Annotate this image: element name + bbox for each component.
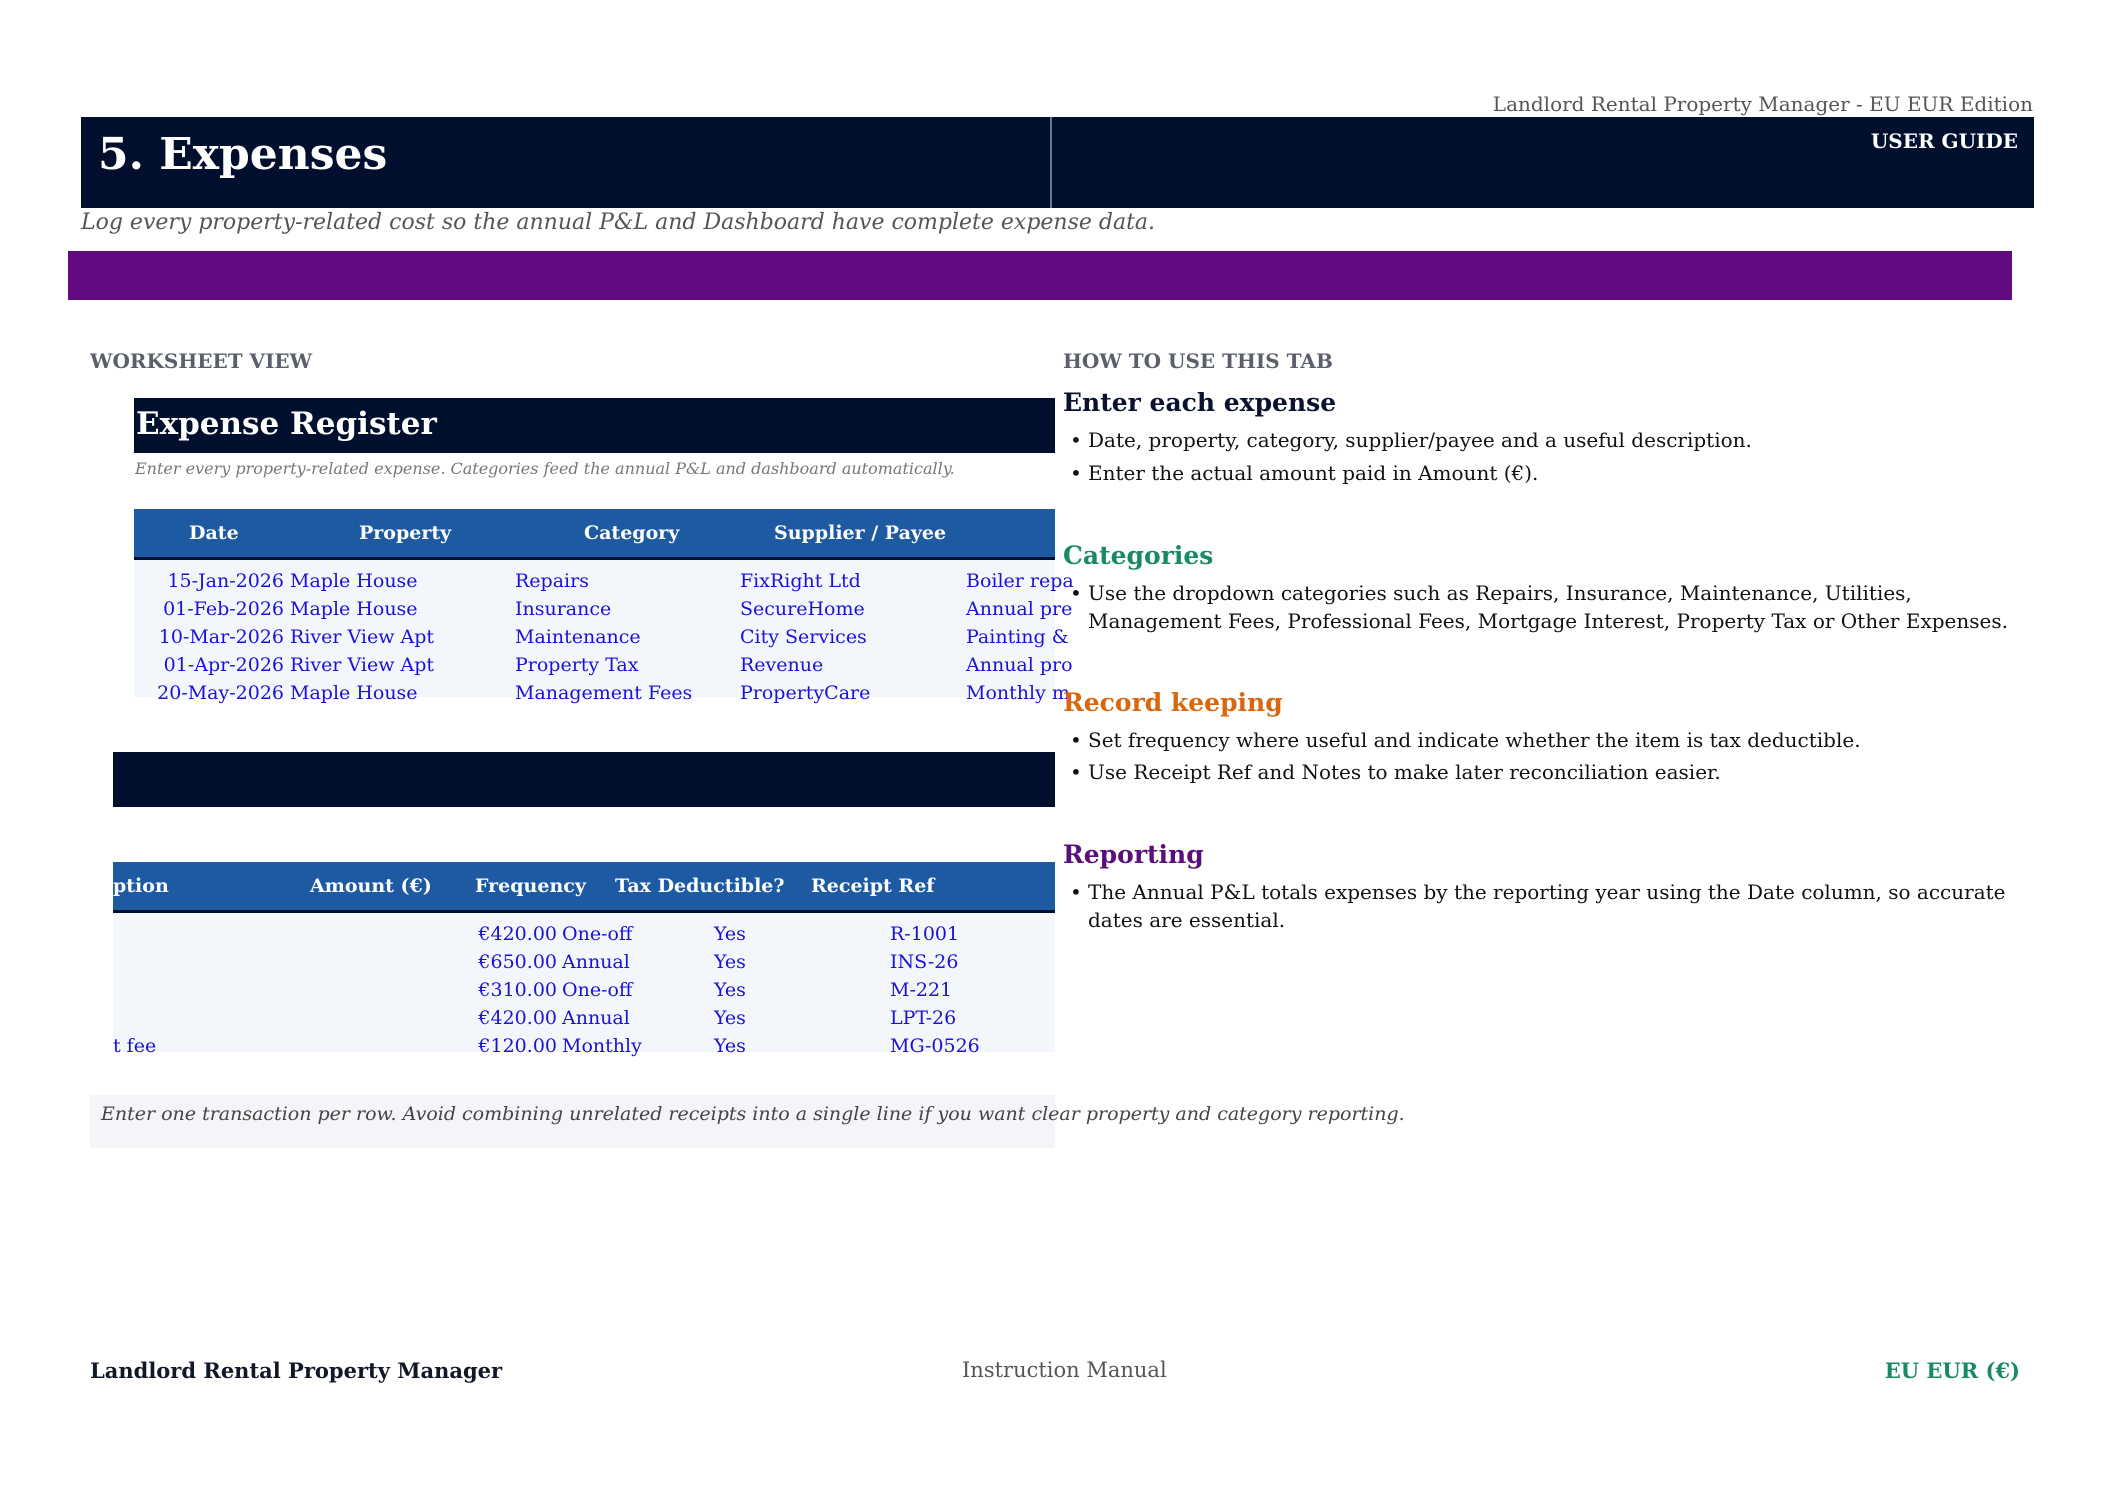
expense-register-header: [134, 398, 1055, 453]
table-cell[interactable]: Monthly m: [966, 682, 1070, 704]
help-bullet: [1070, 426, 2010, 454]
help-heading-enter-expense: Enter each expense: [1063, 388, 1337, 417]
column-header: Supplier / Payee: [774, 522, 947, 544]
table-cell[interactable]: M-221: [890, 979, 953, 1001]
expense-table-part-2: [113, 862, 1055, 1057]
table-body: [113, 913, 1055, 1057]
table-header-row: [113, 862, 1055, 913]
how-to-use-label: HOW TO USE THIS TAB: [1063, 349, 1333, 373]
table-cell[interactable]: €310.00: [478, 979, 557, 1001]
table-cell[interactable]: 20-May-2026: [157, 682, 284, 704]
table-cell[interactable]: €120.00: [478, 1035, 557, 1057]
table-cell[interactable]: Maple House: [290, 570, 418, 592]
table-cell[interactable]: 01-Apr-2026: [163, 654, 284, 676]
table-cell[interactable]: Management Fees: [515, 682, 693, 704]
bullet-icon: •: [1070, 428, 1082, 452]
column-header: Property: [359, 522, 452, 544]
page-title: 5. Expenses: [98, 129, 388, 180]
help-bullet-text: The Annual P&L totals expenses by the reporting year using the Date column, so accurate dates are essential.: [1088, 880, 2006, 932]
expense-register-note: Enter every property-related expense. Categories feed the annual P&L and dashboard automatically.: [135, 459, 955, 478]
table-cell[interactable]: City Services: [740, 626, 867, 648]
table-cell[interactable]: Annual: [562, 1007, 630, 1029]
table-cell[interactable]: R-1001: [890, 923, 960, 945]
table-cell[interactable]: Maple House: [290, 598, 418, 620]
table-header-row: [134, 509, 1055, 560]
table-cell[interactable]: Revenue: [740, 654, 824, 676]
help-bullet-text: Set frequency where useful and indicate whether the item is tax deductible.: [1088, 728, 1861, 752]
table-cell[interactable]: Boiler repa: [966, 570, 1074, 592]
help-bullet: [1070, 459, 2010, 487]
footer-currency: EU EUR (€): [1884, 1358, 2020, 1383]
banner-divider: [1050, 117, 1052, 208]
table-cell[interactable]: 01-Feb-2026: [163, 598, 284, 620]
column-header: Amount (€): [310, 875, 432, 897]
help-bullet: [1070, 726, 2010, 754]
table-cell[interactable]: SecureHome: [740, 598, 865, 620]
accent-bar: [68, 251, 2012, 300]
help-bullet-text: Use the dropdown categories such as Repairs, Insurance, Maintenance, Utilities, Management Fees, Professional Fees, Mortgage Interest, Property Tax or Other Expenses.: [1088, 581, 2008, 633]
table-cell[interactable]: FixRight Ltd: [740, 570, 861, 592]
section-divider-bar: [113, 752, 1055, 807]
bullet-icon: •: [1070, 760, 1082, 784]
table-cell[interactable]: One-off: [562, 979, 633, 1001]
table-cell[interactable]: Maple House: [290, 682, 418, 704]
expense-table-part-1: [134, 509, 1074, 704]
table-cell[interactable]: Yes: [714, 1007, 746, 1029]
table-cell[interactable]: Insurance: [515, 598, 612, 620]
table-cell[interactable]: Property Tax: [515, 654, 639, 676]
help-bullet: [1070, 579, 2010, 635]
bullet-icon: •: [1070, 581, 1082, 605]
column-header: Date: [189, 522, 239, 544]
help-bullet-text: Date, property, category, supplier/payee and a useful description.: [1088, 428, 1752, 452]
table-cell[interactable]: River View Apt: [290, 626, 435, 648]
column-header: Receipt Ref: [811, 875, 935, 897]
table-cell[interactable]: Repairs: [515, 570, 589, 592]
table-cell[interactable]: MG-0526: [890, 1035, 980, 1057]
table-cell[interactable]: Annual: [562, 951, 630, 973]
help-bullet: [1070, 758, 2010, 786]
title-banner: [81, 117, 2034, 208]
worksheet-note: Enter one transaction per row. Avoid combining unrelated receipts into a single line if you want clear property and category reporting.: [101, 1103, 1405, 1125]
table-cell[interactable]: One-off: [562, 923, 633, 945]
help-bullet-text: Enter the actual amount paid in Amount (€).: [1088, 461, 1539, 485]
table-cell[interactable]: €420.00: [478, 1007, 557, 1029]
table-cell[interactable]: Yes: [714, 979, 746, 1001]
table-cell[interactable]: €650.00: [478, 951, 557, 973]
table-cell[interactable]: Yes: [714, 951, 746, 973]
table-cell[interactable]: Yes: [714, 1035, 746, 1057]
expense-register-title: Expense Register: [136, 406, 437, 442]
table-cell[interactable]: 15-Jan-2026: [167, 570, 284, 592]
table-cell[interactable]: 10-Mar-2026: [158, 626, 284, 648]
table-cell[interactable]: Painting &: [966, 626, 1069, 648]
footer-product-name: Landlord Rental Property Manager: [90, 1358, 503, 1383]
table-cell[interactable]: Monthly: [562, 1035, 642, 1057]
bullet-icon: •: [1070, 728, 1082, 752]
table-cell[interactable]: INS-26: [890, 951, 959, 973]
column-header: Tax Deductible?: [615, 875, 785, 897]
table-body: [134, 560, 1074, 704]
table-cell[interactable]: LPT-26: [890, 1007, 957, 1029]
page-subtitle: Log every property-related cost so the annual P&L and Dashboard have complete expense data.: [81, 210, 1156, 235]
help-bullet: [1070, 878, 2010, 934]
user-guide-label: USER GUIDE: [1870, 129, 2018, 153]
bullet-icon: •: [1070, 880, 1082, 904]
table-cell[interactable]: PropertyCare: [740, 682, 871, 704]
bullet-icon: •: [1070, 461, 1082, 485]
help-heading-record-keeping: Record keeping: [1063, 688, 1283, 717]
worksheet-view-label: WORKSHEET VIEW: [90, 349, 313, 373]
help-heading-reporting: Reporting: [1063, 840, 1204, 869]
help-heading-categories: Categories: [1063, 541, 1214, 570]
table-cell[interactable]: River View Apt: [290, 654, 435, 676]
help-bullet-text: Use Receipt Ref and Notes to make later reconciliation easier.: [1088, 760, 1721, 784]
edition-label: Landlord Rental Property Manager - EU EUR Edition: [1492, 92, 2033, 116]
table-cell[interactable]: €420.00: [478, 923, 557, 945]
table-cell[interactable]: Maintenance: [515, 626, 641, 648]
column-header: Category: [584, 522, 680, 544]
footer-document-type: Instruction Manual: [962, 1358, 1167, 1382]
table-cell[interactable]: Annual pre: [966, 598, 1073, 620]
column-header: Frequency: [475, 875, 586, 897]
table-cell[interactable]: Yes: [714, 923, 746, 945]
column-header: ption: [113, 875, 169, 897]
table-cell[interactable]: t fee: [113, 1035, 157, 1057]
table-cell[interactable]: Annual pro: [966, 654, 1073, 676]
